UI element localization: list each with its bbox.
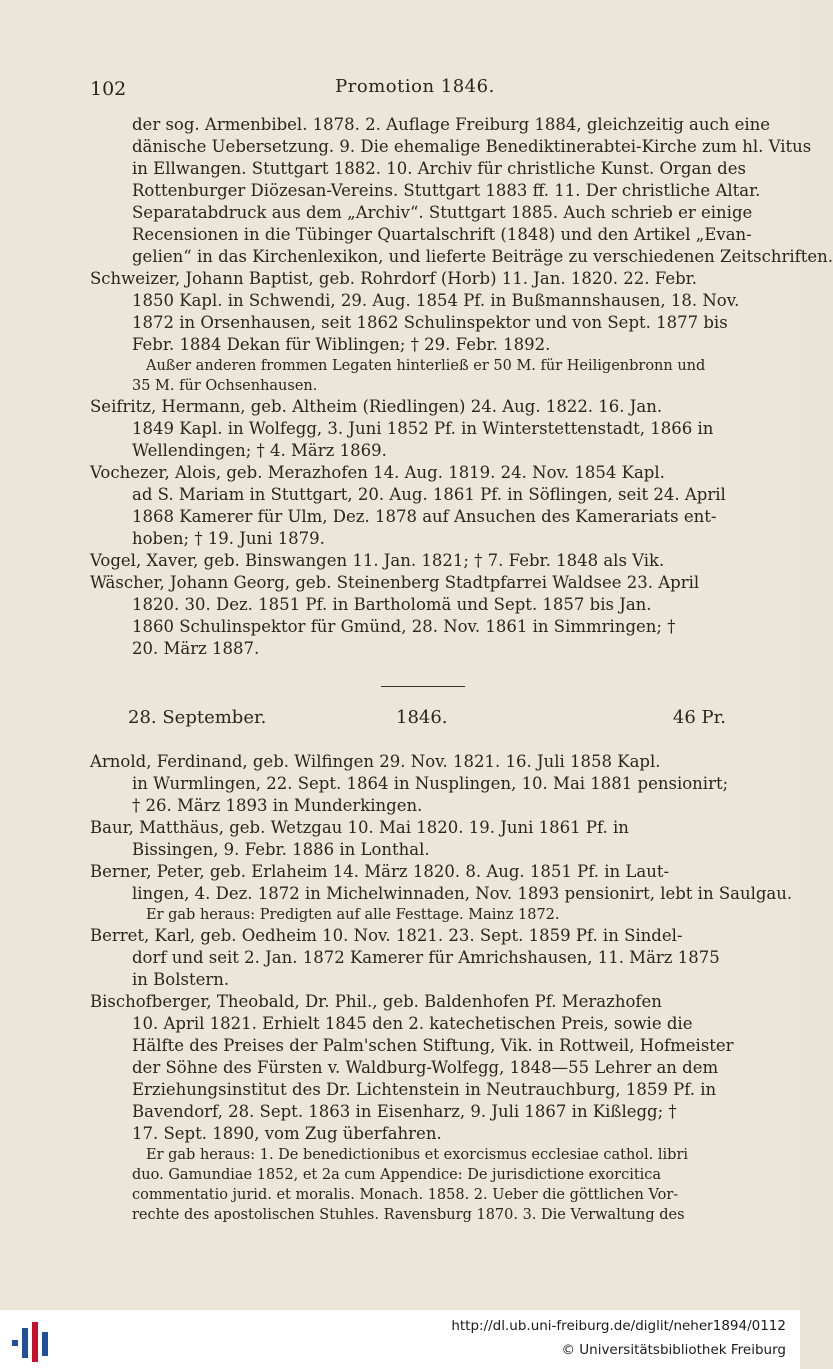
text-line: ad S. Mariam in Stuttgart, 20. Aug. 1861 Pf. in Söflingen, seit 24. April <box>132 485 726 504</box>
entry-first-line: Berret, Karl, geb. Oedheim 10. Nov. 1821. 23. Sept. 1859 Pf. in Sindel- <box>90 926 683 945</box>
page-number: 102 <box>90 78 127 100</box>
entry-first-line: Arnold, Ferdinand, geb. Wilfingen 29. Nov. 1821. 16. Juli 1858 Kapl. <box>90 752 661 771</box>
text-line: Hälfte des Preises der Palm'schen Stiftung, Vik. in Rottweil, Hofmeister <box>132 1036 734 1055</box>
entry-first-line: Seifritz, Hermann, geb. Altheim (Riedlingen) 24. Aug. 1822. 16. Jan. <box>90 397 663 416</box>
text-line: duo. Gamundiae 1852, et 2a cum Appendice: De jurisdictione exorcitica <box>132 1167 662 1183</box>
text-line: 1872 in Orsenhausen, seit 1862 Schulinspektor und von Sept. 1877 bis <box>132 313 728 332</box>
text-line: Recensionen in die Tübinger Quartalschrift (1848) und den Artikel „Evan- <box>132 225 752 244</box>
viewer-footer <box>0 1310 800 1369</box>
text-line: lingen, 4. Dez. 1872 in Michelwinnaden, Nov. 1893 pensionirt, lebt in Saulgau. <box>132 884 793 903</box>
text-line: Febr. 1884 Dekan für Wiblingen; † 29. Febr. 1892. <box>132 335 551 354</box>
university-logo-icon <box>10 1320 54 1364</box>
text-line: Wellendingen; † 4. März 1869. <box>132 441 387 460</box>
text-line: Bavendorf, 28. Sept. 1863 in Eisenharz, 9. Juli 1867 in Kißlegg; † <box>132 1102 677 1121</box>
text-line: in Bolstern. <box>132 970 230 989</box>
text-line: der Söhne des Fürsten v. Waldburg-Wolfegg, 1848—55 Lehrer an dem <box>132 1058 719 1077</box>
entry-first-line: Schweizer, Johann Baptist, geb. Rohrdorf (Horb) 11. Jan. 1820. 22. Febr. <box>90 269 697 288</box>
text-line: Separatabdruck aus dem „Archiv“. Stuttgart 1885. Auch schrieb er einige <box>132 203 753 222</box>
running-title: Promotion 1846. <box>335 76 495 97</box>
text-line: dorf und seit 2. Jan. 1872 Kamerer für Amrichshausen, 11. März 1875 <box>132 948 720 967</box>
text-line: 1868 Kamerer für Ulm, Dez. 1878 auf Ansuchen des Kamerariats ent- <box>132 507 717 526</box>
entry-first-line: Baur, Matthäus, geb. Wetzgau 10. Mai 1820. 19. Juni 1861 Pf. in <box>90 818 629 837</box>
entry-first-line: Vochezer, Alois, geb. Merazhofen 14. Aug. 1819. 24. Nov. 1854 Kapl. <box>90 463 665 482</box>
text-line: † 26. März 1893 in Munderkingen. <box>132 796 423 815</box>
section-heading <box>90 707 756 737</box>
entry-first-line: Wäscher, Johann Georg, geb. Steinenberg Stadtpfarrei Waldsee 23. April <box>90 573 700 592</box>
entry-first-line: Berner, Peter, geb. Erlaheim 14. März 1820. 8. Aug. 1851 Pf. in Laut- <box>90 862 670 881</box>
text-line: Er gab heraus: Predigten auf alle Festtage. Mainz 1872. <box>146 907 560 923</box>
entries-block-2 <box>90 751 793 1225</box>
text-line: 1850 Kapl. in Schwendi, 29. Aug. 1854 Pf. in Bußmannshausen, 18. Nov. <box>132 291 740 310</box>
copyright-notice: © Universitätsbibliothek Freiburg <box>561 1342 786 1358</box>
text-line: in Ellwangen. Stuttgart 1882. 10. Archiv für christliche Kunst. Organ des <box>132 159 746 178</box>
text-line: der sog. Armenbibel. 1878. 2. Auflage Freiburg 1884, gleichzeitig auch eine <box>132 115 771 134</box>
section-year: 1846. <box>396 707 448 728</box>
text-line: in Wurmlingen, 22. Sept. 1864 in Nusplingen, 10. Mai 1881 pensionirt; <box>132 774 729 793</box>
entries-block-1 <box>90 114 833 660</box>
text-line: 1820. 30. Dez. 1851 Pf. in Bartholomä und Sept. 1857 bis Jan. <box>132 595 652 614</box>
text-line: 10. April 1821. Erhielt 1845 den 2. katechetischen Preis, sowie die <box>132 1014 693 1033</box>
text-line: Rottenburger Diözesan-Vereins. Stuttgart 1883 ff. 11. Der christliche Altar. <box>132 181 761 200</box>
text-line: Außer anderen frommen Legaten hinterließ er 50 M. für Heiligenbronn und <box>146 358 706 374</box>
entry-first-line: Bischofberger, Theobald, Dr. Phil., geb. Baldenhofen Pf. Merazhofen <box>90 992 662 1011</box>
section-divider <box>381 686 465 687</box>
text-line: 20. März 1887. <box>132 639 260 658</box>
body-text <box>90 114 833 1225</box>
page-header <box>90 74 740 104</box>
entry-first-line: Vogel, Xaver, geb. Binswangen 11. Jan. 1821; † 7. Febr. 1848 als Vik. <box>90 551 665 570</box>
text-line: 1860 Schulinspektor für Gmünd, 28. Nov. 1861 in Simmringen; † <box>132 617 676 636</box>
text-line: 35 M. für Ochsenhausen. <box>132 378 318 394</box>
section-date: 28. September. <box>128 707 267 728</box>
text-line: commentatio jurid. et moralis. Monach. 1858. 2. Ueber die göttlichen Vor- <box>132 1187 679 1203</box>
text-line: rechte des apostolischen Stuhles. Ravensburg 1870. 3. Die Verwaltung des <box>132 1207 685 1223</box>
permalink[interactable]: http://dl.ub.uni-freiburg.de/diglit/neher1894/0112 <box>451 1318 786 1334</box>
text-line: Erziehungsinstitut des Dr. Lichtenstein in Neutrauchburg, 1859 Pf. in <box>132 1080 717 1099</box>
text-line: dänische Uebersetzung. 9. Die ehemalige Benediktinerabtei-Kirche zum hl. Vitus <box>132 137 812 156</box>
text-line: gelien“ in das Kirchenlexikon, und lieferte Beiträge zu verschiedenen Zeitschriften. <box>132 247 833 266</box>
section-count: 46 Pr. <box>672 707 726 728</box>
text-line: Bissingen, 9. Febr. 1886 in Lonthal. <box>132 840 430 859</box>
text-line: 17. Sept. 1890, vom Zug überfahren. <box>132 1124 442 1143</box>
text-line: 1849 Kapl. in Wolfegg, 3. Juni 1852 Pf. in Winterstettenstadt, 1866 in <box>132 419 714 438</box>
text-line: Er gab heraus: 1. De benedictionibus et exorcismus ecclesiae cathol. libri <box>146 1147 689 1163</box>
text-line: hoben; † 19. Juni 1879. <box>132 529 325 548</box>
